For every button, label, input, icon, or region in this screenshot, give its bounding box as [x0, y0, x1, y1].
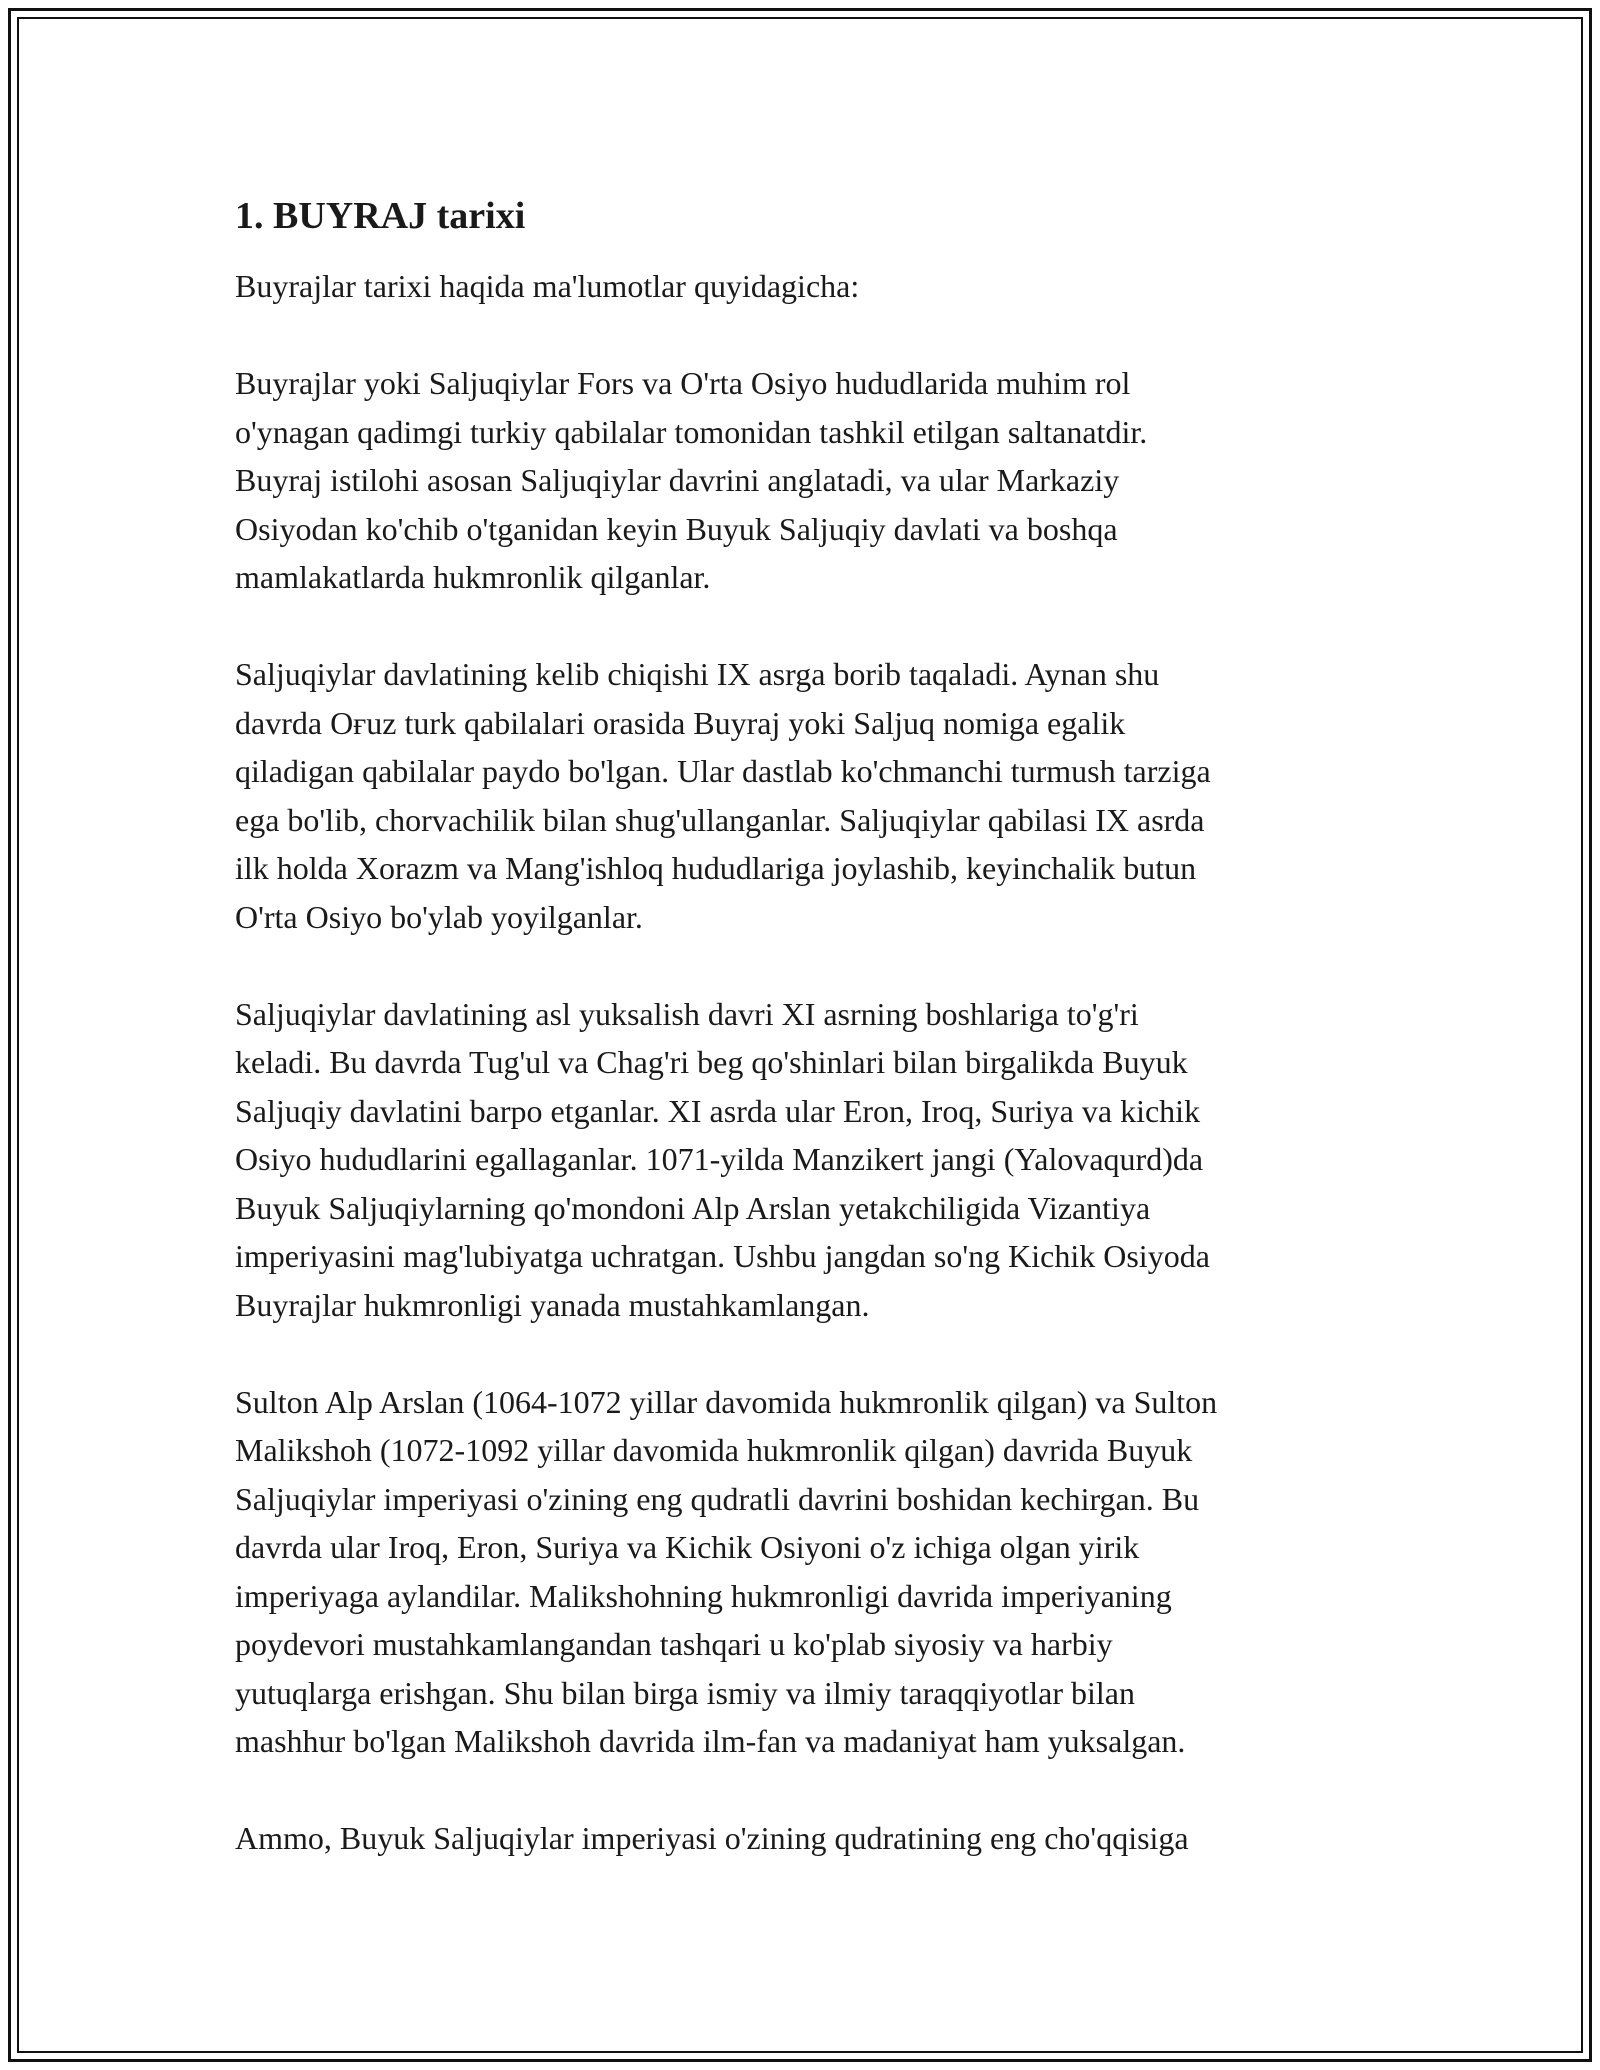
paragraph: Ammo, Buyuk Saljuqiylar imperiyasi o'zining qudratining eng cho'qqisiga: [235, 1820, 1189, 1856]
paragraph-intro: Buyrajlar tarixi haqida ma'lumotlar quyidagicha:: [235, 268, 860, 304]
document-title: 1. BUYRAJ tarixi: [235, 195, 526, 237]
paragraph: Buyrajlar yoki Saljuqiylar Fors va O'rta Osiyo hududlarida muhim rol o'ynagan qadimgi turkiy qabilalar tomonidan tashkil etilgan saltanatdir. Buyraj istilohi asosan Saljuqiylar davrini anglatadi, va ular Markaziy Osiyodan ko'chib o'tganidan keyin Buyuk Saljuqiy davlati va boshqa mamlakatlarda hukmronlik qilganlar.: [235, 365, 1148, 595]
paragraph: Saljuqiylar davlatining asl yuksalish davri XI asrning boshlariga to'g'ri keladi. Bu davrda Tug'ul va Chag'ri beg qo'shinlari bilan birgalikda Buyuk Saljuqiy davlatini barpo etganlar. XI asrda ular Eron, Iroq, Suriya va kichik Osiyo hududlarini egallaganlar. 1071-yilda Manzikert jangi (Yalovaqurd)da Buyuk Saljuqiylarning qo'mondoni Alp Arslan yetakchiligida Vizantiya imperiyasini mag'lubiyatga uchratgan. Ushbu jangdan so'ng Kichik Osiyoda Buyrajlar hukmronligi yanada mustahkamlangan.: [235, 995, 1210, 1323]
document-body: [235, 178, 1385, 1911]
paragraph: Sulton Alp Arslan (1064-1072 yillar davomida hukmronlik qilgan) va Sulton Malikshoh (1072-1092 yillar davomida hukmronlik qilgan) davrida Buyuk Saljuqiylar imperiyasi o'zining eng qudratli davrini boshidan kechirgan. Bu davrda ular Iroq, Eron, Suriya va Kichik Osiyoni o'z ichiga olgan yirik imperiyaga aylandilar. Malikshohning hukmronligi davrida imperiyaning poydevori mustahkamlangandan tashqari u ko'plab siyosiy va harbiy yutuqlarga erishgan. Shu bilan birga ismiy va ilmiy taraqqiyotlar bilan mashhur bo'lgan Malikshoh davrida ilm-fan va madaniyat ham yuksalgan.: [235, 1383, 1218, 1759]
paragraph: Saljuqiylar davlatining kelib chiqishi IX asrga borib taqaladi. Aynan shu davrda Oғuz turk qabilalari orasida Buyraj yoki Saljuq nomiga egalik qiladigan qabilalar paydo bo'lgan. Ular dastlab ko'chmanchi turmush tarziga ega bo'lib, chorvachilik bilan shug'ullanganlar. Saljuqiylar qabilasi IX asrda ilk holda Xorazm va Mang'ishloq hududlariga joylashib, keyinchalik butun O'rta Osiyo bo'ylab yoyilganlar.: [235, 656, 1211, 935]
